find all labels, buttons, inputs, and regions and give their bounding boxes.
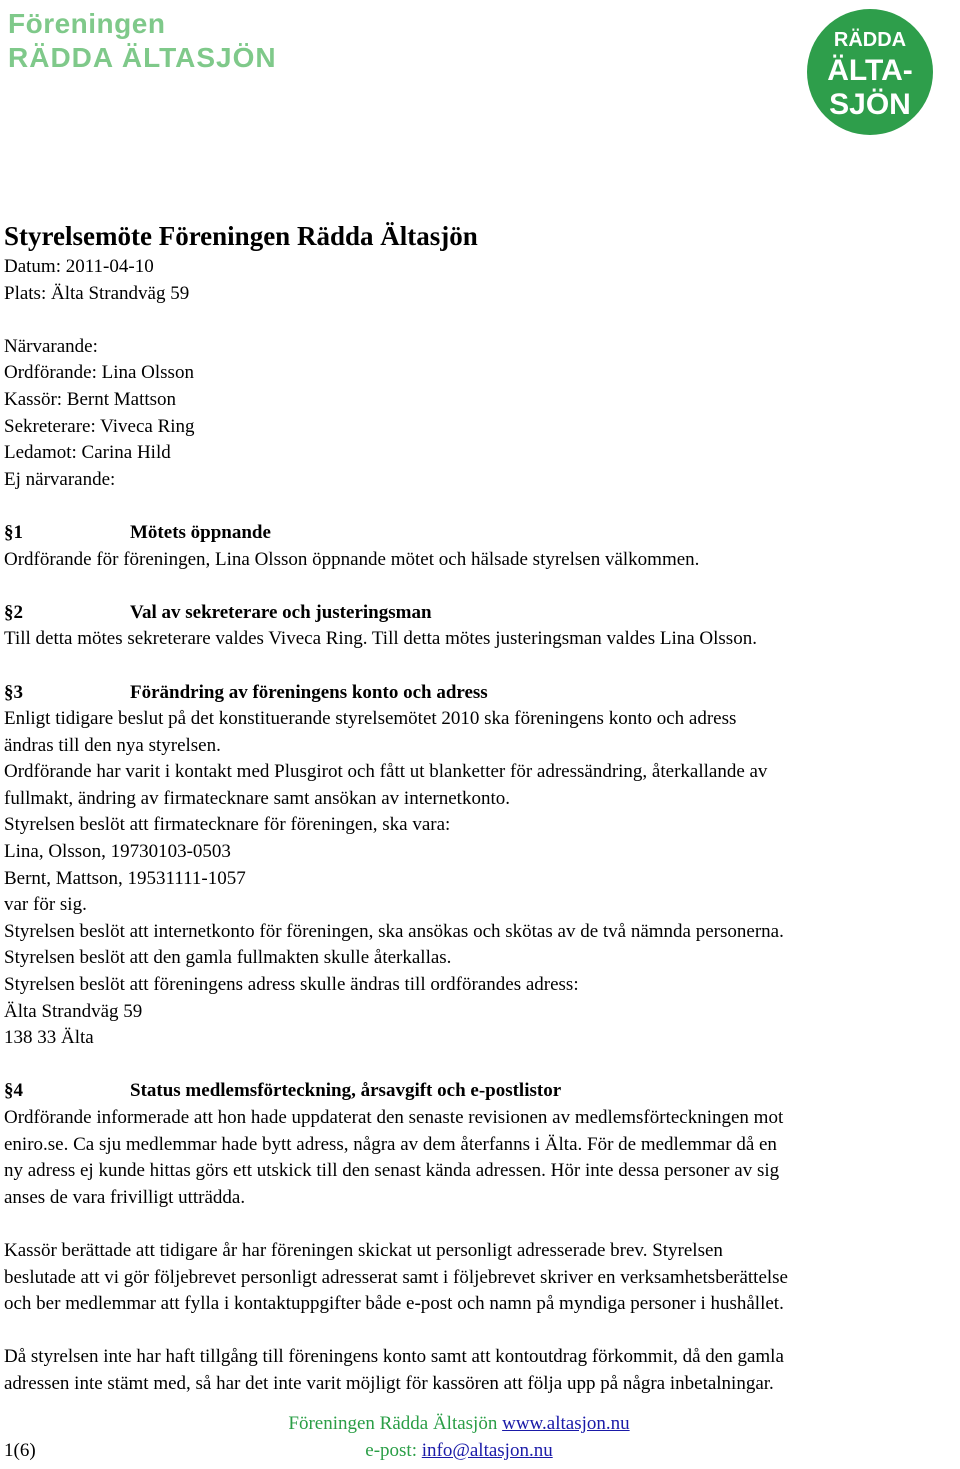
section-number: §4 (4, 1080, 23, 1102)
section-3-line: fullmakt, ändring av firmatecknare samt ansökan av internetkonto. (4, 787, 510, 809)
attendee-secretary: Sekreterare: Viveca Ring (4, 415, 195, 437)
section-title: Val av sekreterare och justeringsman (130, 601, 432, 623)
section-number: §1 (4, 521, 23, 543)
section-4-line: eniro.se. Ca sju medlemmar hade bytt adress, några av dem återfanns i Älta. För de medlemmar då en (4, 1133, 777, 1155)
organization-name-header (8, 10, 277, 72)
section-3-line: Ordförande har varit i kontakt med Plusgirot och fått ut blanketter för adressändring, återkallande av (4, 761, 768, 783)
section-title: Mötets öppnande (130, 521, 271, 543)
attendee-treasurer: Kassör: Bernt Mattson (4, 388, 177, 410)
meeting-date: Datum: 2011-04-10 (4, 256, 154, 277)
section-4-line: Kassör berättade att tidigare år har föreningen skickat ut personligt adresserade brev. Styrelsen (4, 1239, 723, 1261)
section-1-text: Ordförande för föreningen, Lina Olsson öppnande mötet och hälsade styrelsen välkommen. (4, 548, 700, 570)
section-4-line: och ber medlemmar att fylla i kontaktuppgifter både e-post och namn på myndiga personer i hushållet. (4, 1293, 784, 1315)
section-4-line: Ordförande informerade att hon hade uppdaterat den senaste revisionen av medlemsförteckningen mot (4, 1107, 784, 1128)
email-label: e-post: (365, 1440, 417, 1461)
section-4-line: adressen inte stämt med, så har det inte varit möjligt för kassören att följa upp på några inbetalningar. (4, 1372, 774, 1394)
section-4-heading (4, 1078, 960, 1105)
section-number: §3 (4, 681, 23, 703)
section-4-line: ny adress ej kunde hittas görs ett utskick till den senast kända adressen. Hör inte dessa personer av sig (4, 1160, 780, 1182)
section-3-line: Styrelsen beslöt att föreningens adress skulle ändras till ordförandes adress: (4, 974, 579, 996)
logo-text-line2: ÄLTA- (827, 54, 913, 87)
section-title: Status medlemsförteckning, årsavgift och e-postlistor (130, 1080, 562, 1102)
section-1-heading (4, 520, 960, 547)
org-name-line1: Föreningen (8, 8, 166, 39)
signatory-2: Bernt, Mattson, 19531111-1057 (4, 867, 246, 889)
section-3-line: Styrelsen beslöt att internetkonto för föreningen, ska ansökas och skötas av de två nämnda personerna. (4, 920, 784, 942)
section-2-heading (4, 600, 960, 627)
page-number: 1(6) (4, 1440, 36, 1461)
footer-org-name: Föreningen Rädda Ältasjön (288, 1413, 498, 1434)
meeting-place: Plats: Älta Strandväg 59 (4, 282, 190, 304)
section-2-text: Till detta mötes sekreterare valdes Viveca Ring. Till detta mötes justeringsman valdes Lina Olsson. (4, 628, 757, 650)
footer-line1 (0, 1410, 918, 1437)
website-link[interactable]: www.altasjon.nu (502, 1413, 630, 1434)
address-postal: 138 33 Älta (4, 1027, 94, 1049)
attendee-member: Ledamot: Carina Hild (4, 442, 171, 464)
document-title: Styrelsemöte Föreningen Rädda Ältasjön (4, 221, 478, 251)
meeting-minutes (4, 218, 960, 1398)
section-number: §2 (4, 601, 23, 623)
footer-line2 (0, 1437, 918, 1464)
section-title: Förändring av föreningens konto och adress (130, 681, 488, 703)
section-3-line: var för sig. (4, 894, 87, 916)
section-4-line: beslutade att vi gör följebrevet personligt adresserat samt i följebrevet skriver en verksamhetsberättelse (4, 1266, 788, 1288)
email-link[interactable]: info@altasjon.nu (421, 1440, 553, 1461)
signatory-1: Lina, Olsson, 19730103-0503 (4, 841, 231, 863)
address-street: Älta Strandväg 59 (4, 1000, 143, 1022)
section-3-line: Enligt tidigare beslut på det konstituerande styrelsemötet 2010 ska föreningens konto och adress (4, 708, 737, 730)
section-3-line: Styrelsen beslöt att den gamla fullmakten skulle återkallas. (4, 947, 452, 969)
section-3-line: ändras till den nya styrelsen. (4, 734, 221, 756)
attendee-chair: Ordförande: Lina Olsson (4, 362, 194, 384)
section-3-line: Styrelsen beslöt att firmatecknare för föreningen, ska vara: (4, 814, 451, 836)
logo-text-line3: SJÖN (829, 88, 911, 121)
org-name-line2: RÄDDA ÄLTASJÖN (8, 42, 277, 73)
section-3-heading (4, 680, 960, 707)
section-4-line: Då styrelsen inte har haft tillgång till föreningens konto samt att kontoutdrag förkommit, då den gamla (4, 1346, 784, 1368)
present-label: Närvarande: (4, 335, 98, 357)
section-4-line: anses de vara frivilligt utträdda. (4, 1186, 246, 1208)
logo-text-line1: RÄDDA (833, 29, 907, 51)
association-logo (806, 8, 934, 136)
absent-label: Ej närvarande: (4, 468, 116, 490)
